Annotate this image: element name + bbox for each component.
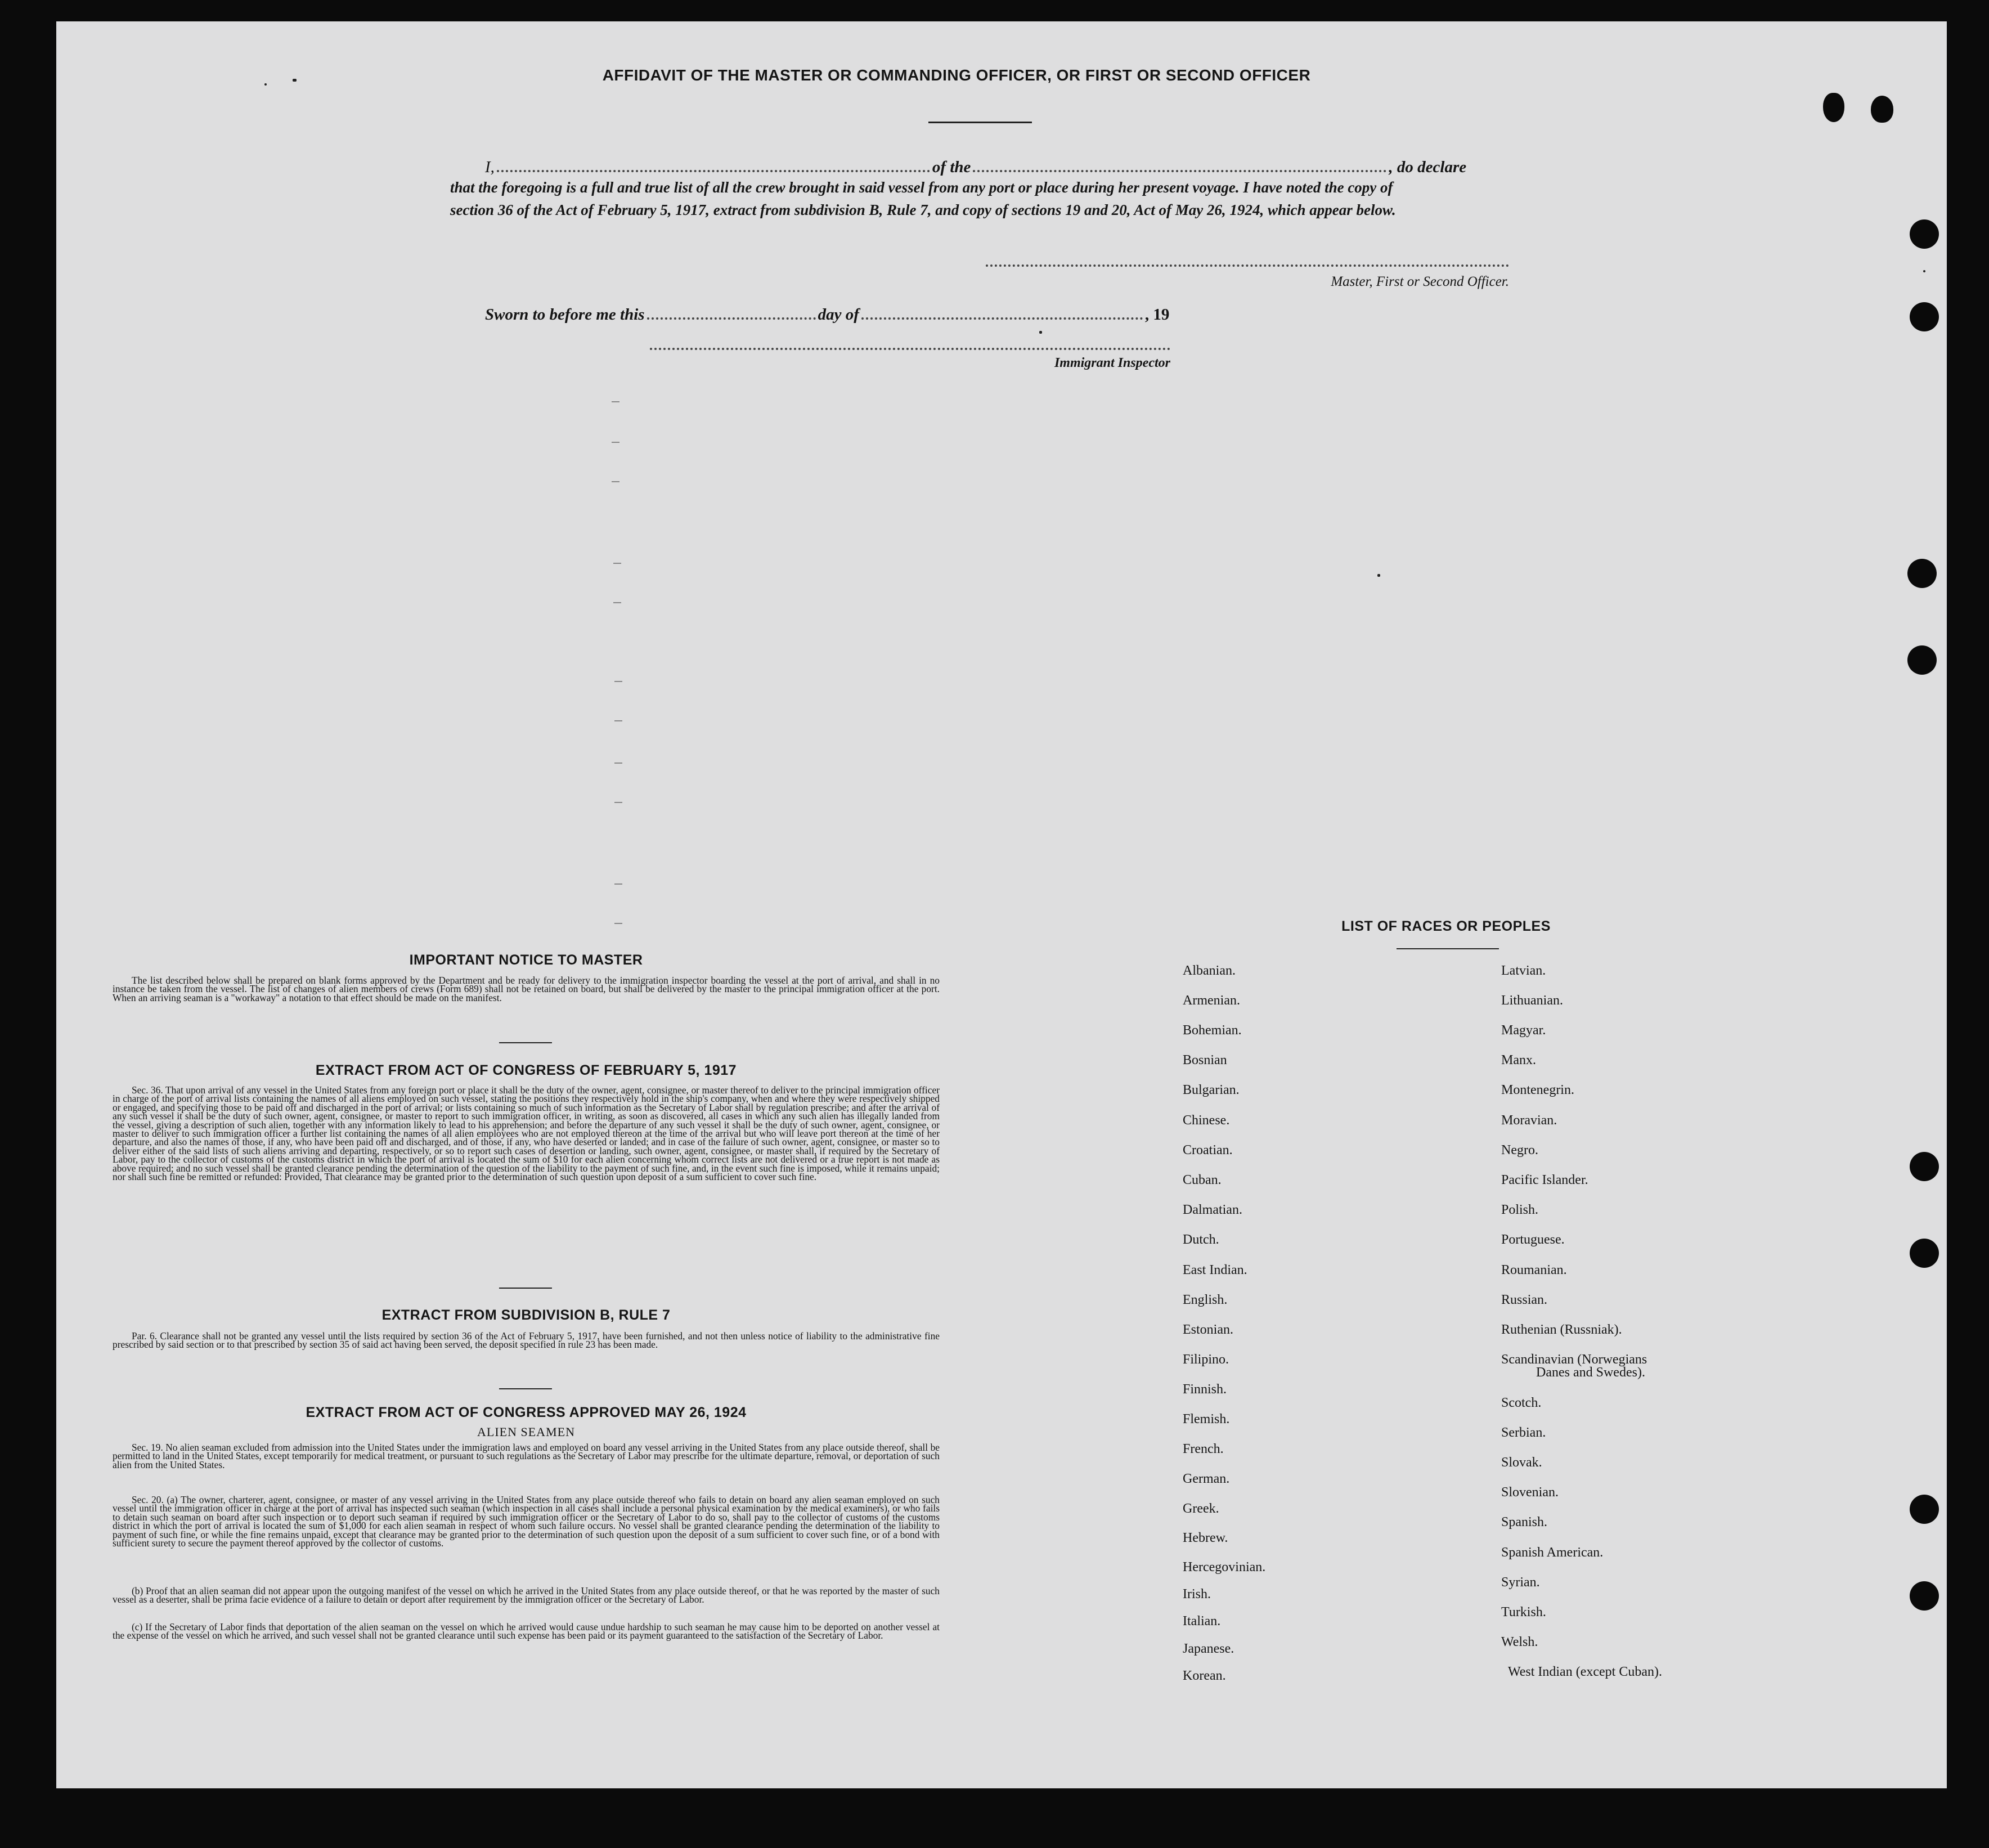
sworn-line (485, 304, 1169, 324)
race-item-right: Manx. (1501, 1053, 1536, 1067)
speck (264, 83, 267, 86)
extract-1917-text: Sec. 36. That upon arrival of any vessel in the United States from any foreign port or place it shall be the duty of the owner, agent, consignee, or master thereof to deliver to the principal immigration officer in charge of the port of arrival lists containing the names of all aliens employed on such vessel, stating the positions they respectively hold in the ship's company, when and where they were respectively shipped or engaged, and specifying those to be paid off and discharged in the port of arrival; or lists containing so much of such information as the Secretary of Labor shall by regulation prescribe; and after the arrival of any such vessel it shall be the duty of such owner, agent, consignee, or master to report to such immigration officer, in writing, as soon as discovered, all cases in which any such alien has illegally landed from the vessel, giving a description of such alien, together with any information likely to lead to his apprehension; and before the departure of any such vessel it shall be the duty of such owner, agent, consignee, or master to deliver to such immigration officer a further list containing the names of all alien employees who are not employed thereon at the time of the arrival but who will leave port thereon at the time of her departure, and also the names of those, if any, who have been paid off and discharged, and of those, if any, who have deserted or landed; and in case of the failure of such owner, agent, consignee, or master so to deliver either of the said lists of such aliens arriving and departing, respectively, or so to report such cases of desertion or landing, such owner, agent, consignee, or master shall, if required by the Secretary of Labor, pay to the collector of customs of the customs district in which the port of arrival is located the sum of $10 for each alien concerning whom correct lists are not delivered or a true report is not made as above required; and no such vessel shall be granted clearance pending the determination of the question of the liability to the payment of such fine, and, in the event such fine is imposed, while it remains unpaid; nor shall such fine be remitted or refunded: Provided, That clearance may be granted prior to the determination of such question upon deposit of a sum sufficient to cover such fine. (113, 1084, 940, 1183)
race-item-right: Pacific Islander. (1501, 1173, 1588, 1187)
punch-hole (1907, 645, 1937, 675)
ink-blot (1871, 96, 1893, 123)
margin-mark (613, 602, 621, 603)
affidavit-title: AFFIDAVIT OF THE MASTER OR COMMANDING OFFICER, OR FIRST OR SECOND OFFICER (602, 66, 1311, 84)
race-item-right: Moravian. (1501, 1113, 1557, 1128)
race-item-left: Bulgarian. (1183, 1083, 1240, 1097)
affidavit-text-3: section 36 of the Act of February 5, 1917, extract from subdivision B, Rule 7, and copy of sections 19 and 20, Act of May 26, 1924, which appear below. (450, 201, 1396, 218)
speck (293, 79, 297, 82)
race-item-right: Montenegrin. (1501, 1083, 1574, 1097)
title-rule (928, 122, 1032, 123)
race-item-left: East Indian. (1183, 1263, 1247, 1277)
speck (1923, 270, 1925, 272)
race-item-left: Hebrew. (1183, 1531, 1228, 1545)
rule7-title: EXTRACT FROM SUBDIVISION B, RULE 7 (381, 1307, 671, 1323)
race-item-right: Serbian. (1501, 1425, 1546, 1440)
race-item-right: Scandinavian (Norwegians (1501, 1352, 1647, 1367)
sworn-day-blank (647, 304, 816, 320)
race-item-right: Russian. (1501, 1293, 1548, 1307)
speck (1377, 574, 1380, 577)
races-title-rule (1397, 948, 1499, 949)
rule7-text: Par. 6. Clearance shall not be granted any vessel until the lists required by section 36 of the Act of February 5, 1917, have been furnished, and not then unless notice of liability to the administrative fine prescribed by said section or to that prescribed by section 35 of said act having been served, the deposit specified in rule 23 has been made. (113, 1330, 940, 1351)
race-item-left: Hercegovinian. (1183, 1560, 1266, 1575)
master-caption: Master, First or Second Officer. (1331, 274, 1509, 289)
race-item-right: Slovenian. (1501, 1485, 1559, 1500)
race-item-left: Cuban. (1183, 1173, 1222, 1187)
race-item-right: West Indian (except Cuban). (1508, 1665, 1662, 1679)
race-item-right: Polish. (1501, 1203, 1539, 1217)
year-label: , 19 (1144, 306, 1170, 324)
race-item-left: English. (1183, 1293, 1228, 1307)
punch-hole (1910, 1495, 1939, 1524)
race-item-left: Japanese. (1183, 1641, 1234, 1656)
punch-hole (1910, 1581, 1939, 1611)
race-item-left: Greek. (1183, 1501, 1219, 1516)
race-item-right: Latvian. (1501, 963, 1546, 978)
race-item-right: Welsh. (1501, 1635, 1538, 1649)
race-item-left: Dalmatian. (1183, 1203, 1242, 1217)
race-item-left: Dutch. (1183, 1232, 1219, 1247)
vessel-blank (973, 156, 1386, 172)
race-item-left: Filipino. (1183, 1352, 1229, 1367)
race-item-right: Spanish. (1501, 1515, 1548, 1529)
punch-hole (1910, 302, 1939, 331)
punch-hole (1907, 559, 1937, 588)
extract-1917-title: EXTRACT FROM ACT OF CONGRESS OF FEBRUARY 5, 1917 (315, 1062, 737, 1078)
margin-mark (614, 802, 622, 803)
inspector-caption: Immigrant Inspector (1054, 356, 1170, 370)
race-item-right: Slovak. (1501, 1455, 1542, 1470)
affidavit-line-3 (450, 201, 1511, 219)
margin-mark (614, 681, 622, 682)
punch-hole (1910, 219, 1939, 249)
races-title: LIST OF RACES OR PEOPLES (1341, 918, 1551, 934)
speck (1039, 331, 1042, 334)
race-item-left: Croatian. (1183, 1143, 1233, 1158)
race-item-left: Irish. (1183, 1587, 1211, 1602)
section-rule (499, 1288, 552, 1289)
margin-mark (614, 923, 622, 924)
race-item-right: Negro. (1501, 1143, 1538, 1158)
punch-hole (1910, 1152, 1939, 1181)
punch-hole (1910, 1239, 1939, 1268)
race-item-right: Spanish American. (1501, 1545, 1604, 1560)
race-item-right: Danes and Swedes). (1536, 1365, 1645, 1380)
race-item-right: Syrian. (1501, 1575, 1540, 1590)
notice-title: IMPORTANT NOTICE TO MASTER (409, 952, 643, 968)
race-item-left: Korean. (1183, 1668, 1226, 1683)
do-declare-label: , do declare (1389, 158, 1467, 176)
margin-mark (612, 401, 619, 402)
race-item-left: Bosnian (1183, 1053, 1227, 1067)
of-the-label: of the (932, 158, 971, 176)
race-item-right: Roumanian. (1501, 1263, 1567, 1277)
affidavit-i: I, (485, 158, 495, 176)
inspector-signature-line (650, 348, 1170, 350)
race-item-left: Chinese. (1183, 1113, 1230, 1128)
sec20a-text: Sec. 20. (a) The owner, charterer, agent, consignee, or master of any vessel arriving in the United States from any place outside thereof who fails to detain on board any alien seaman employed on such vessel until the immigration officer in charge at the port of arrival has inspected such seaman (which inspection in all cases shall include a personal physical examination by the medical examiners), or who fails to detain such seaman on board after such inspection or to deport such seaman if required by such immigration officer or the Secretary of Labor to do so, shall pay to the collector of customs of the customs district in which the port of arrival is located the sum of $1,000 for each alien seaman in respect of whom such failure occurs. No vessel shall be granted clearance pending the determination of the liability to payment of such fine, or while the fine remains unpaid, except that clearance may be granted prior to the determination of such question upon the deposit of a sum sufficient to cover such fine, or of a bond with sufficient surety to secure the payment thereof approved by the collector of customs. (113, 1494, 940, 1549)
margin-mark (612, 481, 619, 482)
race-item-right: Turkish. (1501, 1605, 1546, 1620)
extract-1924-title: EXTRACT FROM ACT OF CONGRESS APPROVED MAY 26, 1924 (306, 1405, 747, 1420)
race-item-left: Flemish. (1183, 1412, 1230, 1427)
race-item-left: Bohemian. (1183, 1023, 1242, 1038)
margin-mark (614, 883, 622, 885)
sec19-text: Sec. 19. No alien seaman excluded from admission into the United States under the immigration laws and employed on board any vessel arriving in the United States from any place outside thereof, shall be permitted to land in the United States, except temporarily for medical treatment, or pursuant to such regulations as the Secretary of Labor may prescribe for the ultimate departure, removal, or deportation of such alien from the United States. (113, 1442, 940, 1470)
name-blank (497, 156, 930, 172)
notice-text: The list described below shall be prepared on blank forms approved by the Department and be ready for delivery to the immigration inspector boarding the vessel at the port of arrival, and shall in no instance be taken from the vessel. The list of changes of alien members of crews (Form 689) shall not be retained on board, but shall be delivered by the master to the principal immigration officer at the port. When an arriving seaman is a "workaway" a notation to that effect should be made on the manifest. (113, 975, 940, 1003)
race-item-left: German. (1183, 1472, 1230, 1486)
affidavit-line-1 (485, 156, 1510, 177)
extract-1924-subtitle: ALIEN SEAMEN (477, 1425, 575, 1439)
sec20c-text: (c) If the Secretary of Labor finds that deportation of the alien seaman on the vessel on which he arrived would cause undue hardship to such seaman he may cause him to be deported on another vessel at the expense of the vessel on which he arrived, and such vessel shall not be granted clearance until such expense has been paid or its payment guaranteed to the satisfaction of the Secretary of Labor. (113, 1621, 940, 1641)
race-item-left: Armenian. (1183, 993, 1240, 1008)
section-rule (499, 1388, 552, 1389)
race-item-right: Lithuanian. (1501, 993, 1563, 1008)
race-item-left: Finnish. (1183, 1382, 1227, 1397)
master-signature-line (986, 264, 1509, 267)
margin-mark (614, 762, 622, 764)
race-item-left: Albanian. (1183, 963, 1236, 978)
sworn-label: Sworn to before me this (485, 306, 645, 324)
margin-mark (612, 442, 619, 443)
race-item-right: Portuguese. (1501, 1232, 1565, 1247)
affidavit-line-2 (450, 179, 1511, 196)
section-rule (499, 1042, 552, 1043)
sec20b-text: (b) Proof that an alien seaman did not appear upon the outgoing manifest of the vessel on which he arrived in the United States from any place outside thereof, or that he was reported by the master of such vessel as a deserter, shall be prima facie evidence of a failure to detain or deport after requirement by the immigration officer or the Secretary of Labor. (113, 1585, 940, 1605)
race-item-left: Italian. (1183, 1614, 1221, 1629)
day-of-label: day of (818, 306, 859, 324)
affidavit-text-2: that the foregoing is a full and true list of all the crew brought in said vessel from any port or place during her present voyage. I have noted the copy of (450, 179, 1393, 196)
race-item-left: French. (1183, 1442, 1224, 1456)
sworn-month-blank (861, 304, 1143, 320)
margin-mark (613, 563, 621, 564)
race-item-left: Estonian. (1183, 1322, 1233, 1337)
ink-blot (1823, 93, 1844, 122)
margin-mark (614, 720, 622, 721)
race-item-right: Ruthenian (Russniak). (1501, 1322, 1622, 1337)
race-item-right: Magyar. (1501, 1023, 1546, 1038)
race-item-right: Scotch. (1501, 1396, 1542, 1410)
